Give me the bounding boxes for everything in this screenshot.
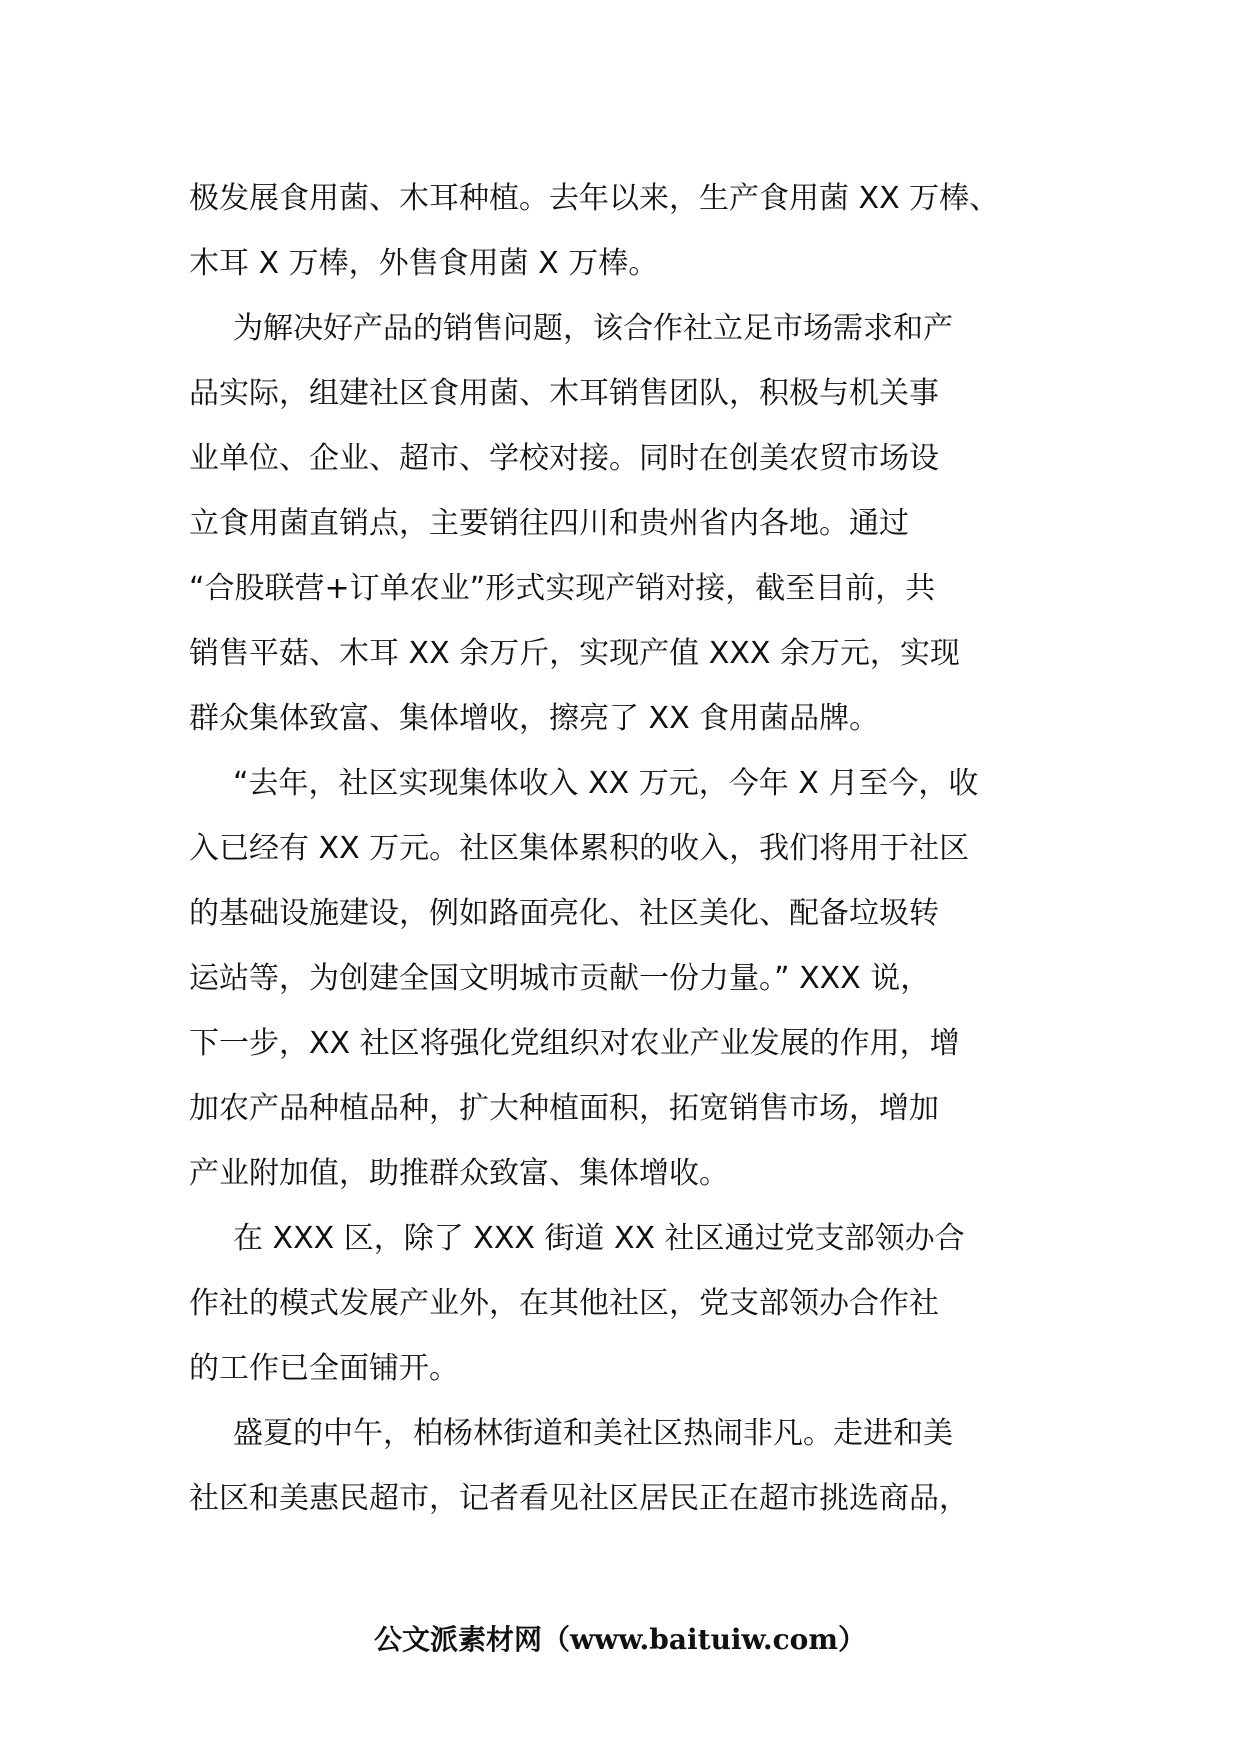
text-line: 的基础设施建设，例如路面亮化、社区美化、配备垃圾转 xyxy=(189,896,939,931)
paragraph-start-line: 在 XXX 区，除了 XXX 街道 XX 社区通过党支部领办合 xyxy=(233,1221,965,1256)
text-line: 运站等，为创建全国文明城市贡献一份力量。” XXX 说， xyxy=(189,961,931,996)
text-line: 社区和美惠民超市，记者看见社区居民正在超市挑选商品， xyxy=(189,1481,969,1516)
paragraph-start-line: 为解决好产品的销售问题，该合作社立足市场需求和产 xyxy=(233,311,953,346)
body-text xyxy=(189,166,1069,1531)
paragraph-start-line: “去年，社区实现集体收入 XX 万元，今年 X 月至今，收 xyxy=(233,766,979,801)
footer-watermark: 公文派素材网（www.baituiw.com） xyxy=(374,1623,866,1656)
paragraph-start-line: 盛夏的中午，柏杨林街道和美社区热闹非凡。走进和美 xyxy=(233,1416,953,1451)
text-line: 木耳 X 万棒，外售食用菌 X 万棒。 xyxy=(189,246,659,281)
text-line: 极发展食用菌、木耳种植。去年以来，生产食用菌 XX 万棒、 xyxy=(189,181,1000,216)
text-line: 业单位、企业、超市、学校对接。同时在创美农贸市场设 xyxy=(189,441,939,476)
text-line: 的工作已全面铺开。 xyxy=(189,1351,459,1386)
text-line: 销售平菇、木耳 XX 余万斤，实现产值 XXX 余万元，实现 xyxy=(189,636,960,671)
text-line: 品实际，组建社区食用菌、木耳销售团队，积极与机关事 xyxy=(189,376,939,411)
text-line: 群众集体致富、集体增收，擦亮了 XX 食用菌品牌。 xyxy=(189,701,880,736)
text-line: 加农产品种植品种，扩大种植面积，拓宽销售市场，增加 xyxy=(189,1091,939,1126)
text-line: 下一步，XX 社区将强化党组织对农业产业发展的作用，增 xyxy=(189,1026,960,1061)
text-line: 立食用菌直销点，主要销往四川和贵州省内各地。通过 xyxy=(189,506,909,541)
text-line: 入已经有 XX 万元。社区集体累积的收入，我们将用于社区 xyxy=(189,831,970,866)
text-line: “合股联营+订单农业”形式实现产销对接，截至目前，共 xyxy=(189,571,936,606)
text-line: 产业附加值，助推群众致富、集体增收。 xyxy=(189,1156,729,1191)
text-line: 作社的模式发展产业外，在其他社区，党支部领办合作社 xyxy=(189,1286,939,1321)
